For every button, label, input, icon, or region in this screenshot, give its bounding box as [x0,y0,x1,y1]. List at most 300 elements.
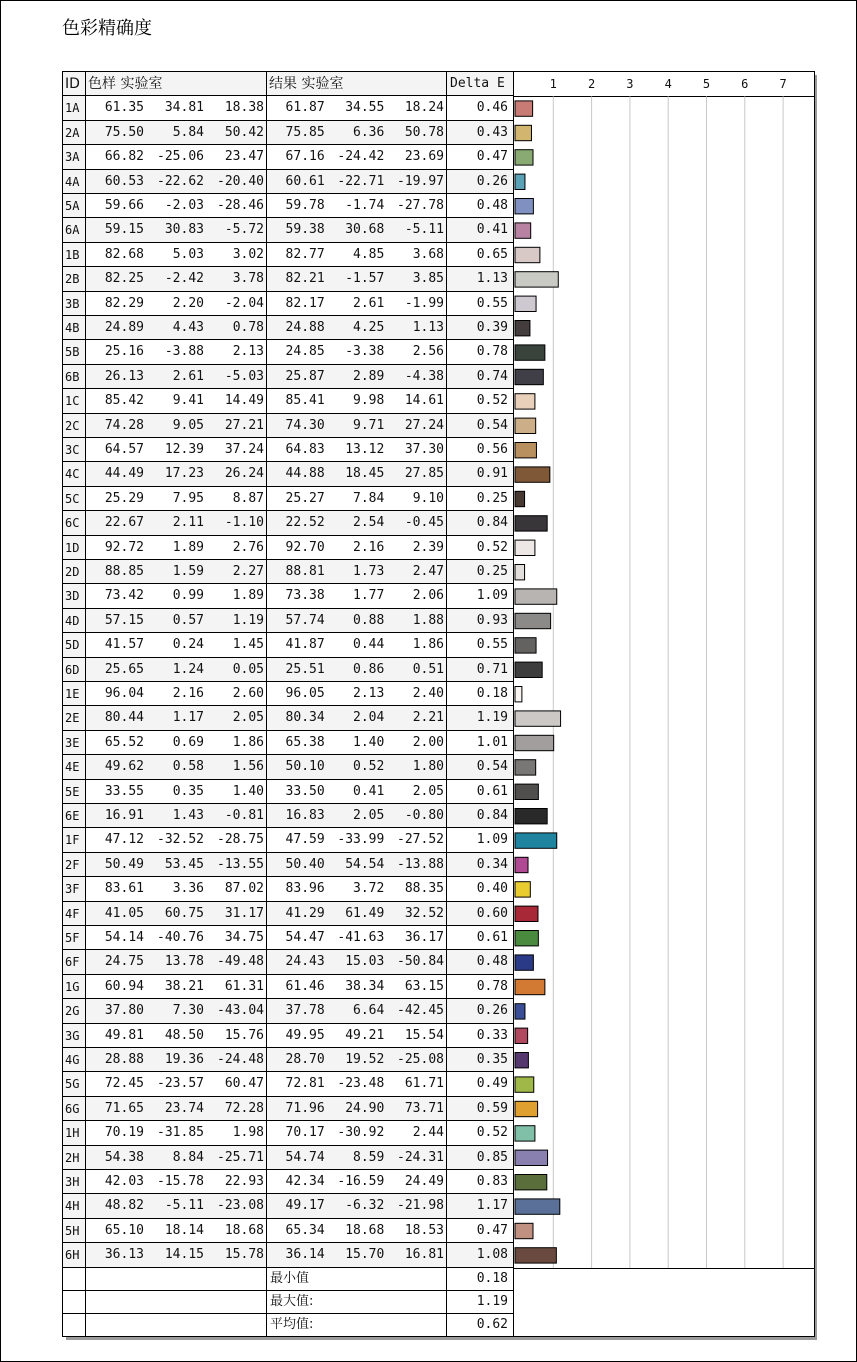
s-value: 48.82 [104,1198,144,1214]
row-id: 6D [63,658,86,682]
s-value: -1.10 [224,515,264,531]
result-lab [267,316,447,340]
s-value: 5.03 [172,246,204,262]
summary-row [63,1291,514,1314]
s-value: 60.53 [104,173,144,189]
delta-e-value: 0.61 [447,926,514,950]
r-value: 0.44 [353,637,385,653]
s-value: 1.56 [232,759,264,775]
row-id: 3E [63,731,86,755]
table-row [63,1146,514,1170]
sample-lab [86,511,267,535]
r-value: 63.15 [404,978,444,994]
sample-lab [86,1146,267,1170]
r-value: 59.38 [285,222,325,238]
delta-e-value: 0.93 [447,609,514,633]
table-row [63,487,514,511]
sample-lab [86,780,267,804]
r-value: -16.59 [337,1174,385,1189]
r-value: 9.10 [412,490,444,506]
r-value: -0.80 [404,808,444,823]
sample-lab [86,243,267,267]
r-value: 64.83 [285,442,325,457]
r-value: 19.52 [345,1052,385,1067]
s-value: -3.88 [164,344,204,360]
s-value: -40.76 [157,930,204,945]
row-id: 6E [63,804,86,828]
r-value: 92.70 [285,539,325,555]
row-id: 1H [63,1121,86,1145]
result-lab [267,487,447,511]
result-lab [267,340,447,364]
r-value: 1.77 [353,588,385,604]
r-value: -13.88 [397,856,444,872]
r-value: -19.97 [397,173,444,189]
r-value: 74.30 [285,417,325,433]
r-value: 37.78 [285,1003,325,1019]
s-value: 83.61 [104,881,144,897]
r-value: 24.49 [404,1174,444,1189]
sample-lab [86,145,267,169]
r-value: -4.38 [404,368,444,384]
result-lab [267,414,447,438]
delta-e-value: 0.48 [447,194,514,218]
s-value: 25.16 [104,344,144,360]
delta-e-value: 0.55 [447,633,514,657]
sample-lab [86,1024,267,1048]
r-value: 9.98 [353,393,385,409]
s-value: -5.03 [224,368,264,384]
table-row [63,853,514,877]
s-value: 1.45 [232,637,264,653]
summary-blank [86,1291,267,1314]
r-value: -25.08 [397,1052,444,1067]
sample-lab [86,682,267,706]
s-value: 27.21 [224,417,264,433]
row-id: 1B [63,243,86,267]
page-title: 色彩精确度 [62,18,152,39]
s-value: 1.89 [232,588,264,604]
row-id: 4E [63,755,86,779]
row-id: 2D [63,560,86,584]
r-value: -0.45 [404,515,444,531]
delta-e-bar [515,150,533,165]
r-value: 15.54 [404,1027,444,1043]
sample-lab [86,121,267,145]
r-value: 25.27 [285,490,325,506]
table-row [63,731,514,755]
header-sample: 色样 实验室 [86,72,267,96]
table-row [63,926,514,950]
s-value: 36.13 [104,1247,144,1263]
table-row [63,218,514,242]
delta-e-value: 0.74 [447,365,514,389]
row-id: 2B [63,267,86,291]
delta-e-bar [515,223,531,238]
r-value: 36.17 [404,930,444,945]
delta-e-bar [515,394,535,409]
r-value: 61.87 [285,100,325,116]
header-result: 结果 实验室 [267,72,447,96]
row-id: 2H [63,1146,86,1170]
s-value: -25.71 [217,1149,264,1165]
r-value: 25.87 [285,368,325,384]
result-lab [267,828,447,852]
r-value: -27.78 [397,198,444,213]
s-value: 61.35 [104,100,144,116]
s-value: 72.28 [224,1100,264,1116]
s-value: -5.11 [164,1198,204,1214]
r-value: -5.11 [404,222,444,238]
s-value: 24.75 [104,954,144,970]
sample-lab [86,389,267,413]
x-tick-label: 1 [549,77,557,91]
delta-e-value: 0.41 [447,218,514,242]
sample-lab [86,365,267,389]
r-value: -24.42 [337,149,385,165]
sample-lab [86,853,267,877]
r-value: 73.38 [285,588,325,604]
row-id: 5C [63,487,86,511]
r-value: 2.56 [412,344,444,360]
summary-id-blank [63,1268,86,1291]
r-value: 18.53 [404,1222,444,1238]
delta-e-bar [515,296,536,311]
sample-lab [86,292,267,316]
result-lab [267,1072,447,1096]
s-value: 60.75 [164,905,204,921]
s-value: 18.38 [224,100,264,116]
r-value: 30.68 [345,222,385,238]
r-value: -3.38 [345,344,385,360]
s-value: 8.84 [172,1149,204,1165]
delta-e-value: 0.91 [447,462,514,486]
delta-e-value: 0.84 [447,511,514,535]
table-row [63,316,514,340]
summary-value: 0.18 [447,1268,514,1291]
delta-e-value: 0.43 [447,121,514,145]
s-value: 88.85 [104,564,144,579]
row-id: 5H [63,1219,86,1243]
s-value: 1.98 [232,1125,264,1141]
s-value: 70.19 [104,1125,144,1141]
row-id: 2A [63,121,86,145]
delta-e-value: 0.47 [447,145,514,169]
table-row [63,292,514,316]
x-tick-label: 7 [779,77,787,91]
r-value: 25.51 [285,661,325,677]
delta-e-bar [515,687,522,702]
r-value: -33.99 [337,832,385,848]
delta-e-value: 0.61 [447,780,514,804]
table-row [63,1194,514,1218]
r-value: 75.85 [285,124,325,140]
row-id: 3A [63,145,86,169]
s-value: -49.48 [217,954,264,970]
s-value: 37.80 [104,1003,144,1019]
table-row [63,828,514,852]
r-value: 1.86 [412,637,444,653]
table-row [63,975,514,999]
x-tick-label: 5 [702,77,711,91]
result-lab [267,1243,447,1267]
s-value: 19.36 [164,1052,204,1067]
r-value: 2.39 [412,539,444,555]
r-value: 49.95 [285,1027,325,1043]
r-value: 49.17 [285,1198,325,1214]
delta-e-value: 0.35 [447,1048,514,1072]
s-value: 41.57 [104,637,144,653]
s-value: 33.55 [104,783,144,799]
delta-e-value: 0.25 [447,560,514,584]
s-value: -31.85 [157,1125,204,1141]
result-lab [267,438,447,462]
r-value: 15.70 [345,1247,385,1263]
summary-row [63,1268,514,1291]
r-value: 24.90 [345,1100,385,1116]
delta-e-bar [515,979,545,994]
s-value: 0.58 [172,759,204,775]
delta-e-bar [515,906,538,921]
s-value: 73.42 [104,588,144,604]
sample-lab [86,658,267,682]
sample-lab [86,1243,267,1267]
s-value: 15.78 [224,1247,264,1263]
s-value: 2.20 [172,295,204,311]
r-value: 96.05 [285,686,325,701]
result-lab [267,1170,447,1194]
table-row [63,243,514,267]
s-value: 34.81 [164,100,204,116]
r-value: 3.85 [412,271,444,287]
sample-lab [86,999,267,1023]
s-value: 0.57 [172,612,204,628]
r-value: -23.48 [337,1076,385,1092]
table-row [63,682,514,706]
r-value: 61.46 [285,978,325,994]
r-value: 2.61 [353,295,385,311]
s-value: 5.84 [172,124,204,140]
s-value: 59.66 [104,198,144,213]
header-delta: Delta E [447,72,514,96]
table-row [63,1243,514,1267]
delta-e-bar [515,638,536,653]
result-lab [267,755,447,779]
result-lab [267,609,447,633]
delta-e-value: 1.09 [447,828,514,852]
summary-label: 最小值 [267,1268,447,1291]
delta-e-bar [515,1053,528,1068]
delta-e-value: 0.56 [447,438,514,462]
delta-e-value: 1.08 [447,1243,514,1267]
result-lab [267,96,447,120]
r-value: 24.85 [285,344,325,360]
r-value: 2.44 [412,1125,444,1141]
sample-lab [86,1097,267,1121]
delta-e-bar [515,369,543,384]
delta-e-bar [515,418,536,433]
s-value: 25.29 [104,490,144,506]
table-row [63,999,514,1023]
sample-lab [86,828,267,852]
s-value: 85.42 [104,393,144,409]
delta-e-bar [515,565,525,580]
r-value: 61.71 [404,1076,444,1092]
s-value: 30.83 [164,222,204,238]
delta-e-bar [515,540,535,555]
r-value: 72.81 [285,1076,325,1092]
s-value: -2.42 [164,271,204,287]
r-value: -42.45 [397,1003,444,1019]
s-value: -2.04 [224,295,264,311]
r-value: 54.47 [285,930,325,945]
row-id: 6G [63,1097,86,1121]
r-value: 42.34 [285,1174,325,1189]
s-value: 1.24 [172,661,204,677]
r-value: 47.59 [285,832,325,848]
r-value: 50.40 [285,856,325,872]
sample-lab [86,609,267,633]
s-value: 26.24 [224,466,264,482]
sample-lab [86,316,267,340]
row-id: 4C [63,462,86,486]
table-row [63,1170,514,1194]
r-value: 65.38 [285,734,325,750]
sample-lab [86,1072,267,1096]
result-lab [267,1219,447,1243]
r-value: 2.47 [412,564,444,579]
table-row [63,340,514,364]
r-value: 8.59 [353,1149,385,1165]
r-value: 88.81 [285,564,325,579]
s-value: 1.17 [172,710,204,726]
table-row [63,462,514,486]
table-row [63,1048,514,1072]
r-value: 6.36 [353,124,385,140]
result-lab [267,804,447,828]
delta-e-bar [515,955,533,970]
r-value: 0.88 [353,612,385,628]
delta-e-bar [515,1150,548,1165]
sample-lab [86,755,267,779]
row-id: 5E [63,780,86,804]
s-value: 12.39 [164,442,204,457]
s-value: 50.42 [224,124,264,140]
result-lab [267,926,447,950]
s-value: 4.43 [172,320,204,335]
s-value: -13.55 [217,856,264,872]
r-value: 34.55 [345,100,385,116]
delta-e-value: 0.40 [447,877,514,901]
delta-e-bar [515,1248,556,1263]
s-value: 2.05 [232,710,264,726]
delta-e-bar [515,809,547,824]
result-lab [267,780,447,804]
delta-e-value: 0.34 [447,853,514,877]
result-lab [267,511,447,535]
table-row [63,877,514,901]
r-value: 18.45 [345,466,385,482]
r-value: 2.04 [353,710,385,726]
r-value: 0.86 [353,661,385,677]
table-row [63,706,514,730]
s-value: 7.30 [172,1003,204,1019]
s-value: 9.05 [172,417,204,433]
sample-lab [86,804,267,828]
s-value: 3.36 [172,881,204,897]
color-accuracy-table [62,71,815,1337]
result-lab [267,267,447,291]
sample-lab [86,340,267,364]
r-value: 18.24 [404,100,444,116]
r-value: 33.50 [285,783,325,799]
result-lab [267,536,447,560]
delta-e-bar [515,247,540,262]
delta-e-bar [515,857,528,872]
s-value: 1.43 [172,808,204,823]
r-value: -22.71 [337,173,385,189]
r-value: 36.14 [285,1247,325,1263]
r-value: 49.21 [345,1027,385,1043]
x-tick-label: 3 [626,77,634,91]
delta-e-bar [515,882,530,897]
summary-label: 平均值: [267,1314,447,1337]
result-lab [267,170,447,194]
delta-e-value: 1.09 [447,584,514,608]
s-value: 92.72 [104,539,144,555]
r-value: 60.61 [285,173,325,189]
s-value: -24.48 [217,1052,264,1067]
delta-e-bar [515,784,538,799]
sample-lab [86,1194,267,1218]
s-value: 54.14 [104,930,144,945]
r-value: 2.13 [353,686,385,701]
r-value: 59.78 [285,198,325,213]
s-value: 72.45 [104,1076,144,1092]
delta-e-bar [515,1199,560,1214]
row-id: 6C [63,511,86,535]
s-value: 47.12 [104,832,144,848]
r-value: 1.88 [412,612,444,628]
delta-e-bar [515,1028,528,1043]
table-row [63,584,514,608]
row-id: 4D [63,609,86,633]
delta-e-value: 0.54 [447,755,514,779]
row-id: 4B [63,316,86,340]
delta-e-value: 0.78 [447,340,514,364]
result-lab [267,243,447,267]
s-value: 0.05 [232,661,264,677]
s-value: 66.82 [104,149,144,165]
delta-e-bar [515,174,525,189]
r-value: 2.05 [353,808,385,823]
sample-lab [86,1219,267,1243]
r-value: 2.00 [412,734,444,750]
r-value: 82.21 [285,271,325,287]
s-value: 0.35 [172,783,204,799]
delta-e-bar [515,1223,533,1238]
table-row [63,414,514,438]
result-lab [267,1097,447,1121]
r-value: 3.72 [353,881,385,897]
row-id: 1E [63,682,86,706]
delta-e-value: 0.52 [447,536,514,560]
row-id: 1A [63,96,86,120]
delta-e-value: 1.17 [447,1194,514,1218]
r-value: 32.52 [404,905,444,921]
s-value: -25.06 [157,149,204,165]
result-lab [267,877,447,901]
